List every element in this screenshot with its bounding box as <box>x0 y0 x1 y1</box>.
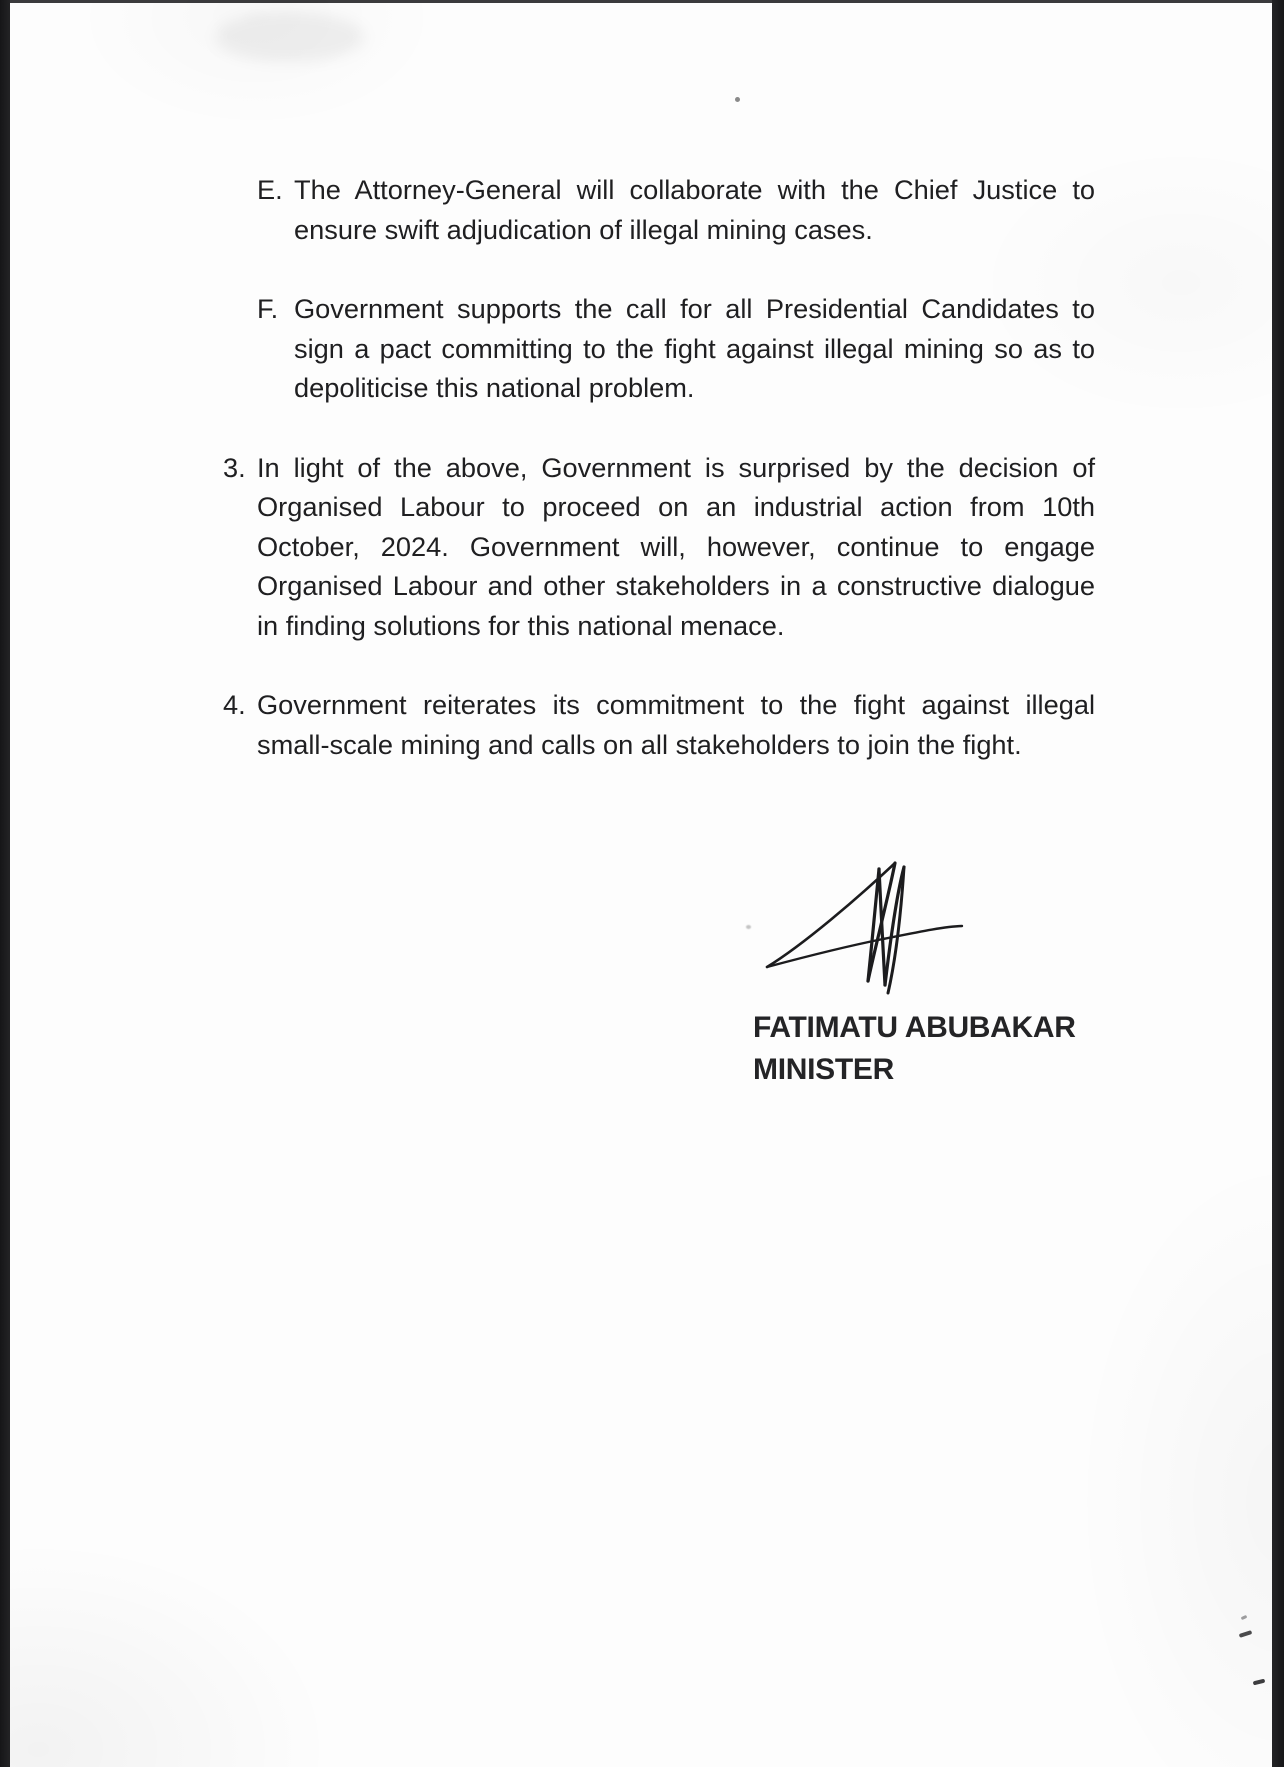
list-item-e <box>257 170 1095 249</box>
scan-edge-top <box>0 0 1284 3</box>
list-marker: F. <box>257 293 279 324</box>
signatory-block <box>753 1007 1076 1091</box>
list-item-f <box>257 289 1095 408</box>
signatory-name: FATIMATU ABUBAKAR <box>753 1011 1076 1044</box>
list-marker: 4. <box>223 689 246 720</box>
list-marker: 3. <box>223 451 246 483</box>
list-item-3 <box>223 448 1095 646</box>
signatory-title: MINISTER <box>753 1053 894 1086</box>
list-item-text: Government reiterates its commitment to the fight against illegal small-scale mining and calls on all stakeholders to join the fight. <box>257 689 1095 760</box>
document-body <box>0 170 1284 804</box>
list-marker: E. <box>257 174 283 205</box>
handwritten-signature-icon <box>758 853 978 1003</box>
list-item-text: Government supports the call for all Presidential Candidates to sign a pact committing to the fight against illegal mining so as to depoliticise this national problem. <box>294 293 1095 403</box>
scan-speck <box>735 97 740 102</box>
list-item-text: The Attorney-General will collaborate with the Chief Justice to ensure swift adjudication of illegal mining cases. <box>294 174 1095 245</box>
list-item-text: In light of the above, Government is surprised by the decision of Organised Labour to proceed on an industrial action from 10th October, 2024. Government will, however, continue to engage Organised Labour and other stakeholders in a constructive dialogue in finding solutions for this national menace. <box>257 451 1095 641</box>
scan-speck <box>746 925 751 929</box>
scan-smudge <box>215 12 365 62</box>
list-item-4 <box>223 685 1095 764</box>
